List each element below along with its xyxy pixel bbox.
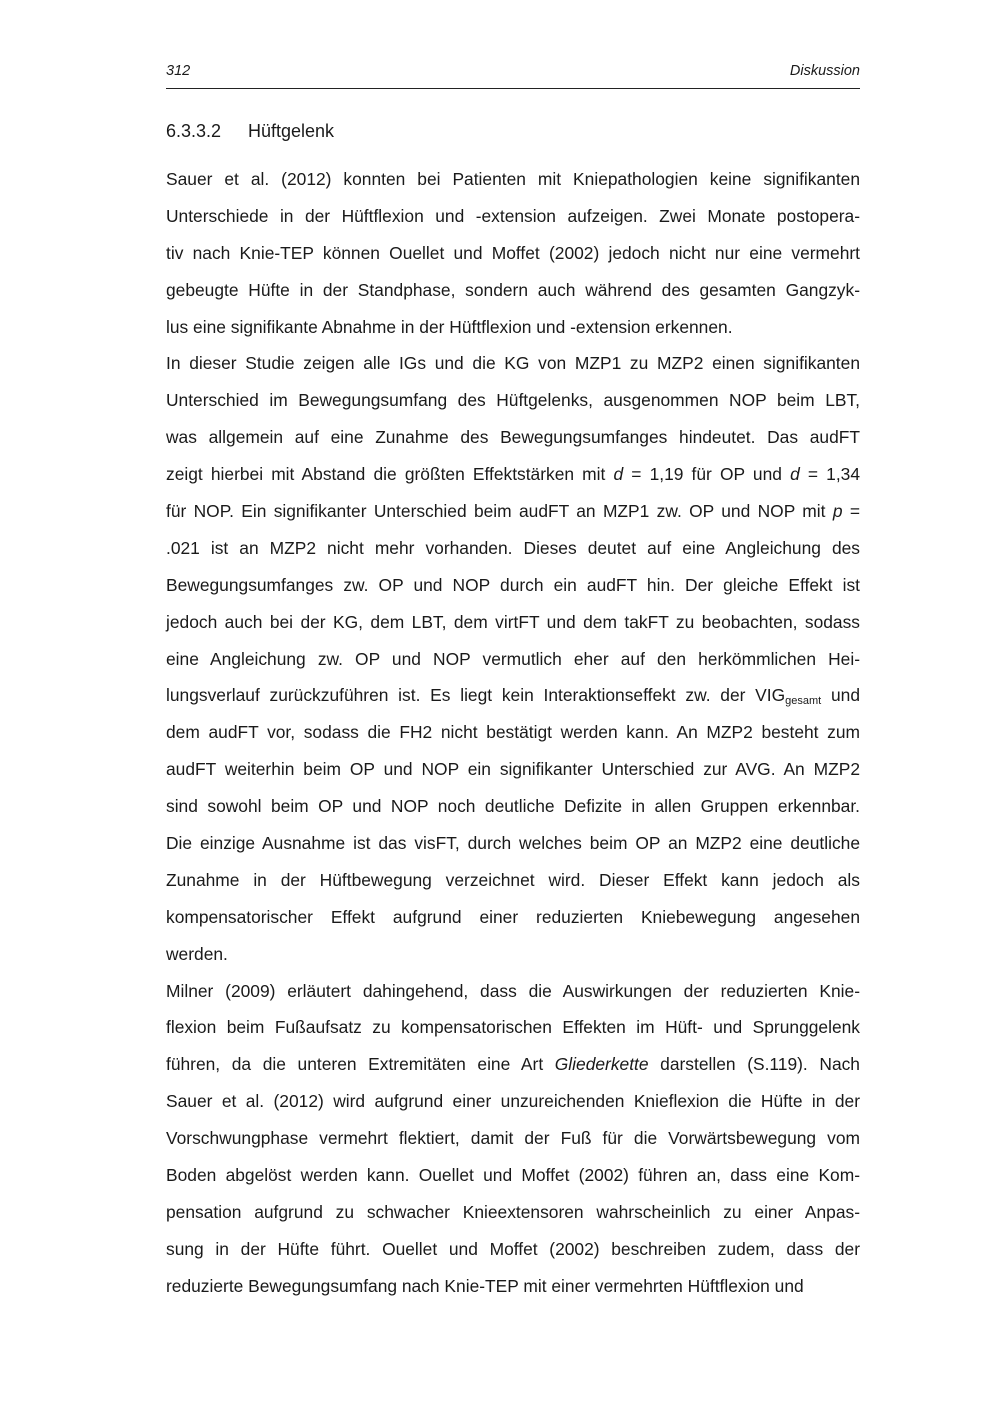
text-segment: zeigt hierbei mit Abstand die größten Effektstärken mit <box>166 464 614 485</box>
paragraph <box>166 973 860 1305</box>
text-line: Milner (2009) erläutert dahingehend, dass die Auswirkungen der reduzierten Knie- <box>166 980 860 1001</box>
italic-term: p <box>832 501 843 522</box>
text-line: lus eine signifikante Abnahme in der Hüftflexion und -extension erkennen. <box>166 316 733 337</box>
section-number: 6.3.3.2 <box>166 121 222 141</box>
text-segment: lungsverlauf zurückzuführen ist. Es liegt kein Interaktionseffekt zw. der VIG <box>166 685 786 706</box>
text-line: Unterschied im Bewegungsumfang des Hüftgelenks, ausgenommen NOP beim LBT, <box>166 390 860 411</box>
text-line: dem audFT vor, sodass die FH2 nicht bestätigt werden kann. An MZP2 besteht zum <box>166 722 860 743</box>
section-heading <box>166 119 334 143</box>
text-line: Boden abgelöst werden kann. Ouellet und Moffet (2002) führen an, dass eine Kom- <box>166 1165 860 1186</box>
text-line: Unterschiede in der Hüftflexion und -extension aufzeigen. Zwei Monate postopera- <box>166 205 860 226</box>
subscript: gesamt <box>785 695 822 708</box>
text-segment: = 1,34 <box>799 464 860 485</box>
text-line: Zunahme in der Hüftbewegung verzeichnet wird. Dieser Effekt kann jedoch als <box>166 869 860 890</box>
paragraph <box>166 345 860 972</box>
text-line: sind sowohl beim OP und NOP noch deutliche Defizite in allen Gruppen erkennbar. <box>166 796 860 817</box>
text-line <box>166 493 860 530</box>
text-line: Sauer et al. (2012) wird aufgrund einer unzureichenden Knieflexion die Hüfte in der <box>166 1091 860 1112</box>
text-segment: führen, da die unteren Extremitäten eine Art <box>166 1054 555 1075</box>
italic-term: d <box>790 464 800 485</box>
text-line: Die einzige Ausnahme ist das visFT, durch welches beim OP an MZP2 eine deutliche <box>166 833 860 854</box>
page-number: 312 <box>166 63 191 79</box>
text-segment: darstellen (S.119). Nach <box>648 1054 860 1075</box>
text-line: tiv nach Knie-TEP können Ouellet und Moffet (2002) jedoch nicht nur eine vermehrt <box>166 242 860 263</box>
text-line: pensation aufgrund zu schwacher Knieextensoren wahrscheinlich zu einer Anpas- <box>166 1201 860 1222</box>
text-line: gebeugte Hüfte in der Standphase, sondern auch während des gesamten Gangzyk- <box>166 279 860 300</box>
text-segment: für NOP. Ein signifikanter Unterschied beim audFT an MZP1 zw. OP und NOP mit <box>166 501 833 522</box>
text-line: In dieser Studie zeigen alle IGs und die KG von MZP1 zu MZP2 einen signifikanten <box>166 353 860 374</box>
text-line: Vorschwungphase vermehrt flektiert, damit der Fuß für die Vorwärtsbewegung vom <box>166 1128 860 1149</box>
paragraph <box>166 161 860 345</box>
text-line <box>166 677 860 714</box>
page-header <box>166 62 860 89</box>
text-line: reduzierte Bewegungsumfang nach Knie-TEP mit einer vermehrten Hüftflexion und <box>166 1275 804 1296</box>
running-title: Diskussion <box>789 63 860 79</box>
italic-term: Gliederkette <box>554 1054 649 1075</box>
text-line: Bewegungsumfanges zw. OP und NOP durch ein audFT hin. Der gleiche Effekt ist <box>166 574 860 595</box>
text-line <box>166 456 860 493</box>
text-line: was allgemein auf eine Zunahme des Bewegungsumfanges hindeutet. Das audFT <box>166 427 860 448</box>
text-line: .021 ist an MZP2 nicht mehr vorhanden. Dieses deutet auf eine Angleichung des <box>166 537 860 558</box>
italic-term: d <box>613 464 624 485</box>
text-line: kompensatorischer Effekt aufgrund einer reduzierten Kniebewegung angesehen <box>166 906 860 927</box>
text-line: jedoch auch bei der KG, dem LBT, dem virtFT und dem takFT zu beobachten, sodass <box>166 611 860 632</box>
text-line: eine Angleichung zw. OP und NOP vermutlich eher auf den herkömmlichen Hei- <box>166 648 860 669</box>
text-segment: = <box>842 501 860 522</box>
section-title: Hüftgelenk <box>248 121 335 141</box>
body-text <box>166 161 860 1305</box>
text-line: Sauer et al. (2012) konnten bei Patienten mit Kniepathologien keine signifikanten <box>166 169 860 189</box>
text-line <box>166 1046 860 1083</box>
text-segment: = 1,19 für OP und <box>623 464 791 485</box>
text-segment: und <box>821 685 860 706</box>
text-line: flexion beim Fußaufsatz zu kompensatorischen Effekten im Hüft- und Sprunggelenk <box>166 1017 860 1038</box>
text-line: sung in der Hüfte führt. Ouellet und Moffet (2002) beschreiben zudem, dass der <box>166 1238 860 1259</box>
text-line: audFT weiterhin beim OP und NOP ein signifikanter Unterschied zur AVG. An MZP2 <box>166 759 860 780</box>
text-line: werden. <box>166 943 228 964</box>
